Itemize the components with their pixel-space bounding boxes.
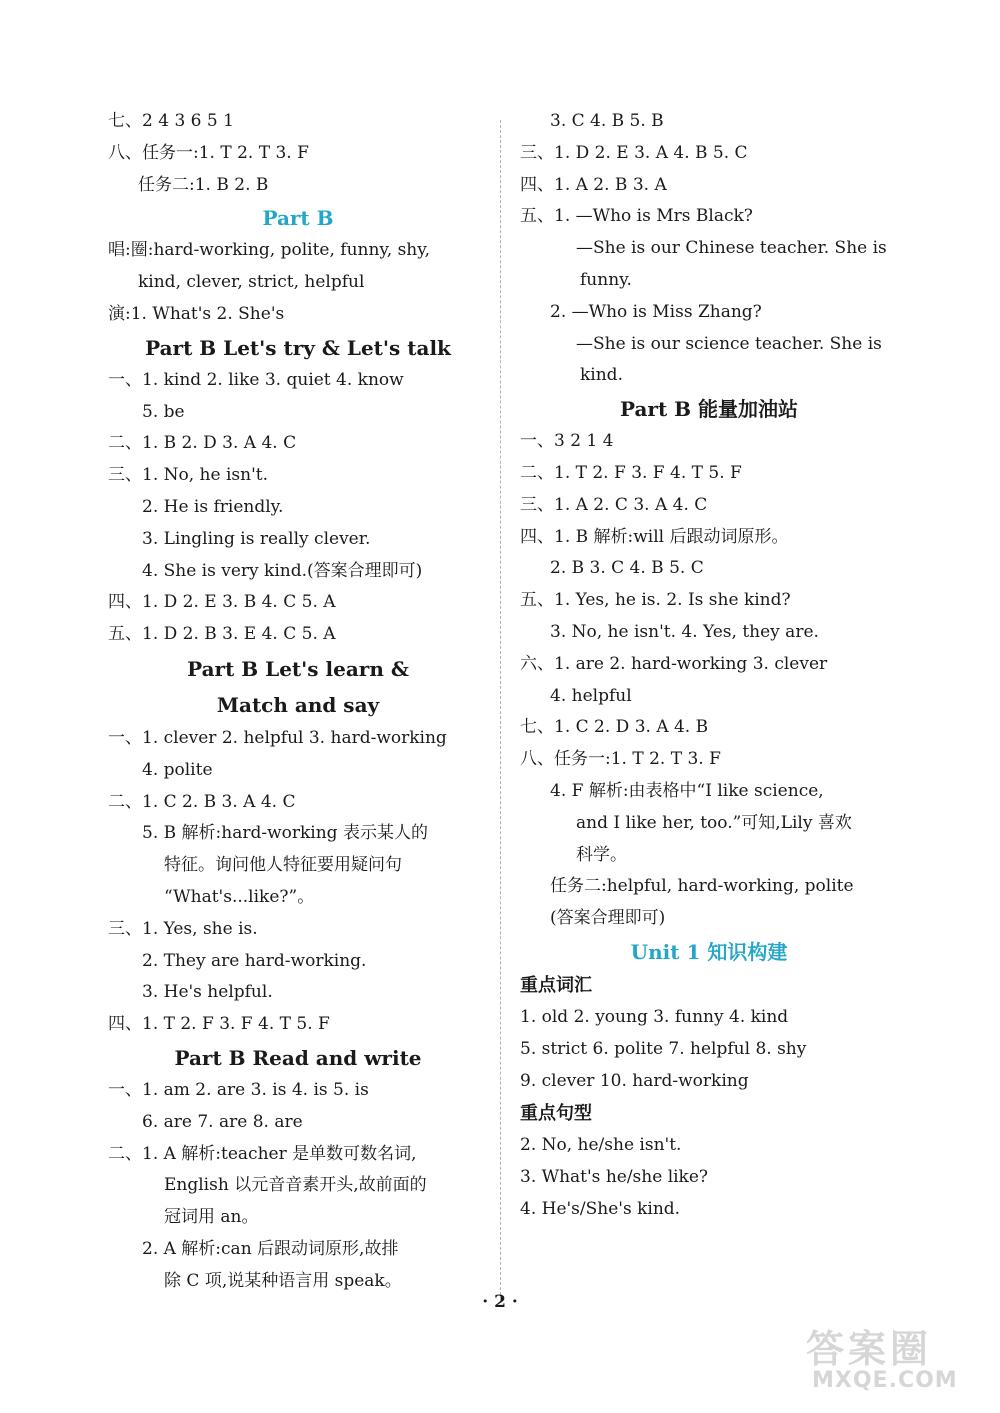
answer-line: 三、1. A 2. C 3. A 4. C [520, 494, 708, 515]
answer-line: 1. old 2. young 3. funny 4. kind [520, 1006, 789, 1027]
answer-line: 4. She is very kind.(答案合理即可) [142, 560, 423, 581]
answer-line: 5. B 解析:hard-working 表示某人的 [142, 823, 428, 844]
section-heading: Part B Let's learn & [187, 656, 409, 681]
answer-line: 六、1. are 2. hard-working 3. clever [520, 653, 828, 674]
answer-line: 冠词用 an。 [164, 1207, 259, 1228]
answer-line: 二、1. B 2. D 3. A 4. C [108, 433, 297, 454]
section-heading: Part B Let's try & Let's talk [145, 335, 451, 360]
watermark-text: 答案圈 [806, 1327, 933, 1371]
answer-line: 4. He's/She's kind. [520, 1198, 681, 1219]
answer-line: 4. polite [142, 759, 213, 780]
sub-heading: 重点词汇 [520, 974, 592, 996]
answer-line: 四、1. D 2. E 3. B 4. C 5. A [108, 592, 336, 613]
answer-line: 2. —Who is Miss Zhang? [550, 301, 762, 322]
answer-line: 唱:圈:hard-working, polite, funny, shy, [108, 240, 430, 261]
answer-line: 四、1. T 2. F 3. F 4. T 5. F [108, 1014, 330, 1035]
section-heading: Part B Read and write [174, 1045, 422, 1070]
answer-line: English 以元音音素开头,故前面的 [164, 1175, 427, 1196]
left-column [108, 106, 488, 1298]
answer-line: 四、1. A 2. B 3. A [520, 174, 667, 195]
answer-line: 2. No, he/she isn't. [520, 1135, 682, 1156]
watermark-logo [806, 1318, 986, 1398]
answer-line: 4. F 解析:由表格中“I like science, [550, 780, 824, 801]
answer-line: and I like her, too.”可知,Lily 喜欢 [576, 812, 852, 833]
answer-line: 2. A 解析:can 后跟动词原形,故排 [142, 1238, 399, 1259]
answer-line: 任务二:1. B 2. B [138, 174, 269, 195]
answer-line: 3. No, he isn't. 4. Yes, they are. [550, 621, 819, 642]
answer-line: 4. helpful [550, 685, 632, 706]
sub-heading: 重点句型 [520, 1103, 592, 1125]
answer-line: 三、1. D 2. E 3. A 4. B 5. C [520, 142, 748, 163]
answer-line: —She is our science teacher. She is [576, 333, 882, 354]
watermark-url: MXQE.COM [812, 1368, 958, 1393]
answer-line: “What's...like?”。 [164, 886, 315, 907]
answer-line: 6. are 7. are 8. are [142, 1111, 303, 1132]
answer-line: 3. C 4. B 5. B [550, 111, 664, 131]
answer-line: funny. [580, 269, 632, 290]
answer-line: 5. be [142, 401, 185, 422]
answer-line: 二、1. A 解析:teacher 是单数可数名词, [108, 1143, 417, 1164]
answer-line: 特征。询问他人特征要用疑问句 [164, 855, 402, 876]
answer-line: 2. He is friendly. [142, 496, 284, 517]
section-heading: Match and say [216, 692, 380, 717]
answer-line: (答案合理即可) [550, 908, 666, 929]
answer-line: 2. They are hard-working. [142, 950, 367, 971]
answer-line: kind, clever, strict, helpful [138, 272, 365, 293]
answer-line: 2. B 3. C 4. B 5. C [550, 558, 704, 579]
answer-line: 五、1. D 2. B 3. E 4. C 5. A [108, 624, 336, 645]
answer-line: 一、1. am 2. are 3. is 4. is 5. is [108, 1079, 369, 1100]
answer-line: 三、1. No, he isn't. [108, 465, 268, 486]
answer-line: 八、任务一:1. T 2. T 3. F [108, 142, 309, 163]
answer-line: 一、1. clever 2. helpful 3. hard-working [108, 727, 447, 748]
answer-line: 一、3 2 1 4 [520, 431, 614, 452]
answer-line: 科学。 [576, 844, 627, 865]
answer-line: 四、1. B 解析:will 后跟动词原形。 [520, 526, 789, 547]
answer-line: 二、1. C 2. B 3. A 4. C [108, 791, 296, 812]
answer-line: 除 C 项,说某种语言用 speak。 [164, 1270, 402, 1291]
answer-line: —She is our Chinese teacher. She is [576, 238, 887, 259]
right-column [520, 106, 898, 1226]
page-number: · 2 · [482, 1292, 518, 1312]
answer-line: 3. What's he/she like? [520, 1167, 709, 1188]
answer-line: 3. He's helpful. [142, 982, 273, 1003]
answer-line: 七、2 4 3 6 5 1 [108, 111, 234, 131]
section-heading: Part B [262, 206, 334, 231]
section-heading: Unit 1 知识构建 [630, 939, 788, 964]
answer-line: 五、1. Yes, he is. 2. Is she kind? [520, 590, 791, 611]
answer-line: 三、1. Yes, she is. [108, 918, 258, 939]
answer-line: 9. clever 10. hard-working [520, 1070, 749, 1091]
section-heading: Part B 能量加油站 [619, 397, 799, 422]
answer-line: 七、1. C 2. D 3. A 4. B [520, 717, 709, 738]
answer-line: 二、1. T 2. F 3. F 4. T 5. F [520, 462, 742, 483]
answer-line: 5. strict 6. polite 7. helpful 8. shy [520, 1038, 807, 1059]
column-divider [500, 120, 501, 1300]
answer-line: 3. Lingling is really clever. [142, 528, 371, 549]
answer-line: 八、任务一:1. T 2. T 3. F [520, 749, 721, 770]
answer-line: 任务二:helpful, hard-working, polite [550, 876, 854, 897]
answer-line: 演:1. What's 2. She's [108, 303, 285, 324]
answer-line: kind. [580, 365, 623, 386]
answer-line: 五、1. —Who is Mrs Black? [520, 206, 753, 227]
answer-line: 一、1. kind 2. like 3. quiet 4. know [108, 369, 404, 390]
